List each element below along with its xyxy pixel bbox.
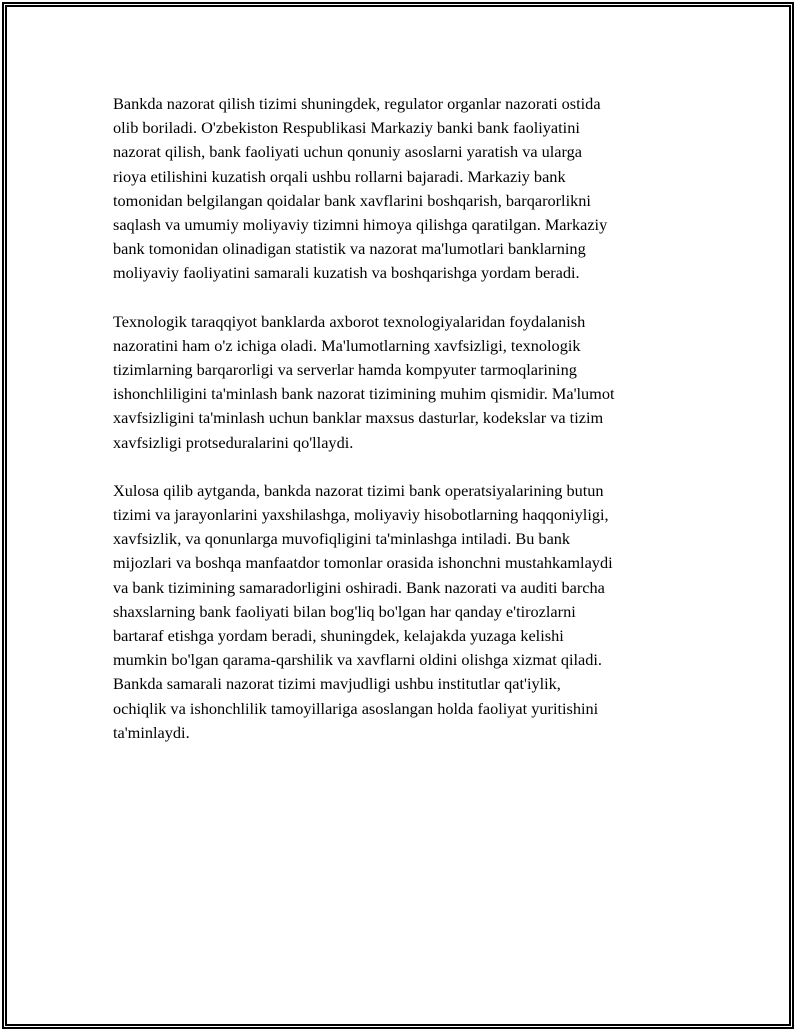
document-body — [113, 92, 688, 769]
paragraph-technology-control: Texnologik taraqqiyot banklarda axborot texnologiyalaridan foydalanish nazoratini ham o'z ichiga oladi. Ma'lumotlarning xavfsizligi, texnologik tizimlarning barqarorligi va serverlar hamda kompyuter tarmoqlarining ishonchliligini ta'minlash bank nazorat tizimining muhim qismidir. Ma'lumot xavfsizligini ta'minlash uchun banklar maxsus dasturlar, kodekslar va tizim xavfsizligi protseduralarini qo'llaydi. — [113, 311, 615, 452]
paragraph-regulator-oversight: Bankda nazorat qilish tizimi shuningdek, regulator organlar nazorati ostida olib boriladi. O'zbekiston Respublikasi Markaziy banki bank faoliyatini nazorat qilish, bank faoliyati uchun qonuniy asoslarni yaratish va ularga rioya etilishini kuzatish orqali ushbu rollarni bajaradi. Markaziy bank tomonidan belgilangan qoidalar bank xavflarini boshqarish, barqarorlikni saqlash va umumiy moliyaviy tizimni himoya qilishga qaratilgan. Markaziy bank tomonidan olinadigan statistik va nazorat ma'lumotlari banklarning moliyaviy faoliyatini samarali kuzatish va boshqarishga yordam beradi. — [113, 94, 608, 283]
paragraph-conclusion: Xulosa qilib aytganda, bankda nazorat tizimi bank operatsiyalarining butun tizimi va jarayonlarini yaxshilashga, moliyaviy hisobotlarning haqqoniyligi, xavfsizlik, va qonunlarga muvofiqligini ta'minlashga intiladi. Bu bank mijozlari va boshqa manfaatdor tomonlar orasida ishonchni mustahkamlaydi va bank tizimining samaradorligini oshiradi. Bank nazorati va auditi barcha shaxslarning bank faoliyati bilan bog'liq bo'lgan har qanday e'tirozlarni bartaraf etishga yordam beradi, shuningdek, kelajakda yuzaga kelishi mumkin bo'lgan qarama-qarshilik va xavflarni oldini olishga xizmat qiladi. Bankda samarali nazorat tizimi mavjudligi ushbu institutlar qat'iylik, ochiqlik va ishonchlilik tamoyillariga asoslangan holda faoliyat yuritishini ta'minlaydi. — [113, 480, 613, 742]
